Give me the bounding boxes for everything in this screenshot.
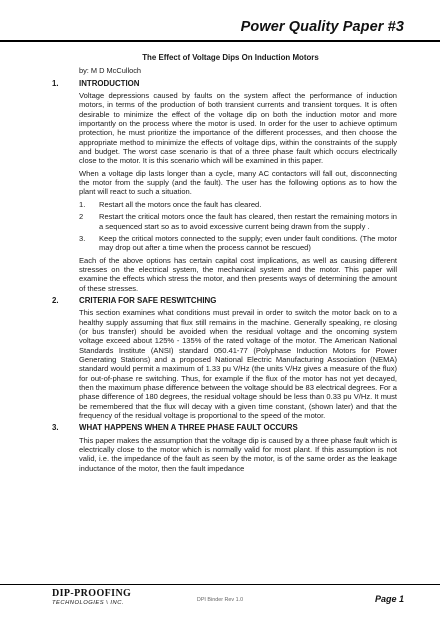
section-title: CRITERIA FOR SAFE RESWITCHING bbox=[79, 295, 217, 305]
section-heading-criteria bbox=[52, 296, 397, 305]
header-rule bbox=[0, 40, 440, 42]
option-number: 1. bbox=[79, 199, 86, 209]
page-number: Page 1 bbox=[374, 594, 404, 604]
section-title: INTRODUCTION bbox=[79, 78, 140, 88]
section-heading-three-phase-fault bbox=[52, 423, 397, 432]
option-number: 2 bbox=[79, 212, 84, 222]
option-text: Restart all the motors once the fault has cleared. bbox=[99, 199, 262, 209]
header-title: Power Quality Paper #3 bbox=[240, 19, 404, 35]
document-body bbox=[52, 52, 397, 473]
paragraph: This section examines what conditions must prevail in order to switch the motor back on to a healthy supply assuming that flux still remains in the machine. Generally speaking, re closing (or bus transfer) should be avoided when the residual voltage and the oncoming system voltage exceed about 125% - 135% of the rated voltage of the motor. The American National Standards Institute (ANSI) standard 050.41-77 (Polyphase Induction Motors for Power Generating Stations) and a proposed National Electric Manufacturing Association (NEMA) standard would permit a maximum of 1.33 pu V/Hz (the units V/Hz gives a measure of the flux) for out-of-phase re switching. Thus, for example if the flux of the motor has not yet decayed, then the maximum phase difference between the voltage should be 83 electrical degrees. For a phase difference of 180 degrees, the residual voltage should be less than 0.33 pu V/Hz. It must be remembered that the flux will decay with a given time constant, (shown later) and that the frequency of the residual voltage is proportional to the speed of the motor. bbox=[79, 308, 397, 421]
footer-revision: DPI Binder Rev 1.0 bbox=[196, 597, 244, 603]
footer-rule bbox=[0, 584, 440, 585]
option-text: Restart the critical motors once the fault has cleared, then restart the remaining motors in a sequenced start so as to avoid excessive current being drawn from the supply . bbox=[99, 212, 397, 231]
paragraph: When a voltage dip lasts longer than a cycle, many AC contactors will fall out, disconnecting the motor from the supply (and the fault). The user has the following options as to how the plant will react to such a situation. bbox=[79, 168, 397, 197]
document-byline: by: M D McCulloch bbox=[79, 66, 142, 76]
paragraph: This paper makes the assumption that the voltage dip is caused by a three phase fault which is electrically close to the motor which is normally valid for most plant. If this assumption is not valid, i.e. the impedance of the fault as seen by the motor, is of the same order as the leakage inductance of the motor, then the fault impedance bbox=[79, 435, 397, 473]
option-number: 3. bbox=[79, 233, 86, 243]
document-title: The Effect of Voltage Dips On Induction Motors bbox=[142, 53, 319, 62]
company-logo-subtitle: TECHNOLOGIES \ INC. bbox=[52, 600, 124, 606]
option-item bbox=[79, 234, 397, 253]
paragraph: Each of the above options has certain capital cost implications, as well as causing different stresses on the electrical system, the mechanical system and the motor. This paper will examine the effects which stress the motor, and then presents ways of determining the amount of these stresses. bbox=[79, 255, 397, 293]
section-number: 2. bbox=[52, 295, 59, 305]
section-number: 3. bbox=[52, 423, 59, 433]
section-title: WHAT HAPPENS WHEN A THREE PHASE FAULT OCCURS bbox=[79, 423, 298, 433]
option-item bbox=[79, 212, 397, 231]
company-logo: DIP-PROOFING bbox=[52, 588, 132, 599]
paragraph: Voltage depressions caused by faults on the system affect the performance of induction motors, in terms of the production of both transient currents and transient torques. It is often desirable to minimize the effect of the voltage dip on both the induction motor and more importantly on the process where the motor is used. In order for the user to achieve optimum protection, he must prioritize the importance of the different processes, and then choose the appropriate method to minimize the effects of voltage dips, within the constraints of the supply and budget. The worst case scenario is that of a three phase fault which occurs electrically close to the motor. It is this scenario which will be examined in this paper. bbox=[79, 91, 397, 166]
option-text: Keep the critical motors connected to the supply; even under fault conditions. (The motor may drop out after a time when the process cannot be rescued) bbox=[99, 233, 397, 253]
page-header bbox=[0, 18, 440, 42]
section-heading-introduction bbox=[52, 79, 397, 88]
option-item bbox=[79, 200, 397, 209]
section-number: 1. bbox=[52, 78, 59, 88]
